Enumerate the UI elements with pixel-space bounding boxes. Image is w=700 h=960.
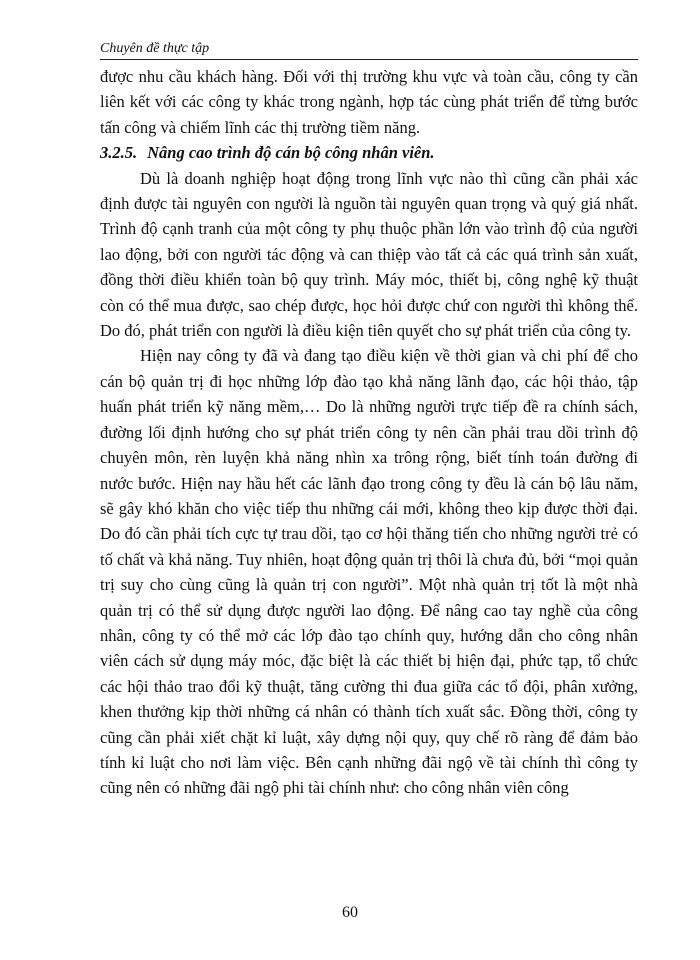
intro-paragraph: được nhu cầu khách hàng. Đối với thị trường khu vực và toàn cầu, công ty cần liên kết với các công ty khác trong ngành, hợp tác cùng phát triển để từng bước tấn công và chiếm lĩnh các thị trường tiềm năng. [100, 67, 638, 137]
body-paragraph-1: Dù là doanh nghiệp hoạt động trong lĩnh vực nào thì cũng cần phải xác định được tài nguyên con người là nguồn tài nguyên quan trọng và quý giá nhất. Trình độ cạnh tranh của một công ty phụ thuộc phần lớn vào trình độ của người lao động, bởi con người tác động và can thiệp vào tất cả các quá trình sản xuất, đồng thời điều khiển toàn bộ quy trình. Máy móc, thiết bị, công nghệ kỹ thuật còn có thể mua được, sao chép được, học hỏi được chứ con người thì không thể. Do đó, phát triển con người là điều kiện tiên quyết cho sự phát triển của công ty. [100, 168, 638, 341]
section-heading [100, 140, 638, 165]
page-number: 60 [342, 904, 358, 921]
page-header: Chuyên đề thực tập [100, 41, 210, 56]
section-title: Nâng cao trình độ cán bộ công nhân viên. [147, 143, 435, 163]
header-rule [100, 59, 638, 60]
page-body [100, 64, 638, 801]
body-paragraph-2: Hiện nay công ty đã và đang tạo điều kiện về thời gian và chi phí để cho cán bộ quản trị đi học những lớp đào tạo khả năng lãnh đạo, các hội thảo, tập huấn phát triển kỹ năng mềm,… Do là những người trực tiếp đề ra chính sách, đường lối định hướng cho sự phát triển công ty nên cần phải trau dồi trình độ chuyên môn, rèn luyện khả năng nhìn xa trông rộng, biết tính toán đường đi nước bước. Hiện nay hầu hết các lãnh đạo trong công ty đều là cán bộ lâu năm, sẽ gây khó khăn cho việc tiếp thu những cái mới, không theo kịp được thời đại. Do đó cần phải tích cực tự trau dồi, tạo cơ hội thăng tiến cho những người trẻ có tố chất và khả năng. Tuy nhiên, hoạt động quản trị thôi là chưa đủ, bởi “mọi quản trị suy cho cùng cũng là quản trị con người”. Một nhà quản trị tốt là một nhà quản trị có thể sử dụng được người lao động. Để nâng cao tay nghề của công nhân, công ty có thể mở các lớp đào tạo chính quy, hướng dẫn cho công nhân viên cách sử dụng máy móc, đặc biệt là các thiết bị hiện đại, phức tạp, tổ chức các hội thảo trao đổi kỹ thuật, tăng cường thi đua giữa các tổ đội, phân xưởng, khen thưởng kịp thời những cá nhân có thành tích xuất sắc. Đồng thời, công ty cũng cần phải xiết chặt kỉ luật, xây dựng nội quy, quy chế rõ ràng để đảm bảo tính kỉ luật cho nơi làm việc. Bên cạnh những đãi ngộ về tài chính thì công ty cũng nên có những đãi ngộ phi tài chính như: cho công nhân viên công [100, 346, 638, 798]
section-number: 3.2.5. [100, 143, 138, 163]
